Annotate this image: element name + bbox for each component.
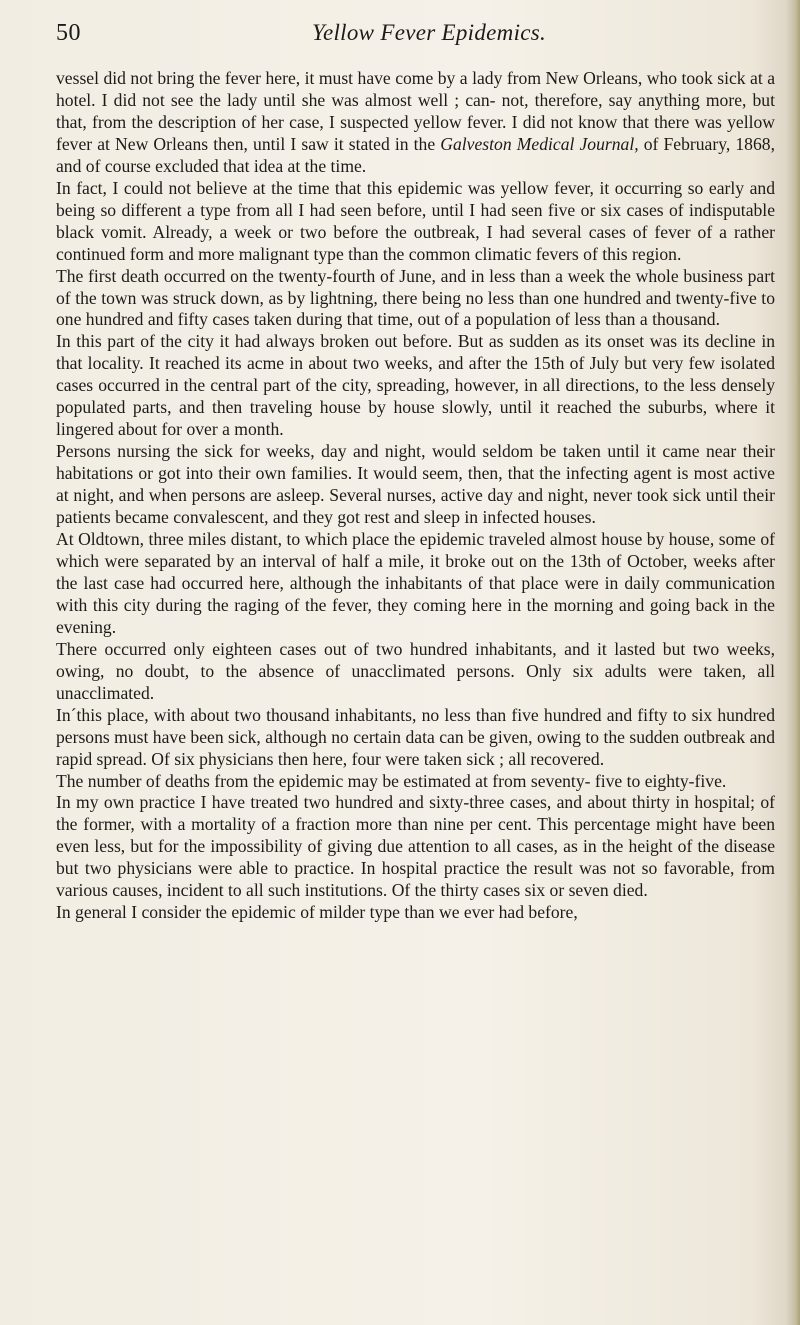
running-head bbox=[56, 20, 772, 50]
paragraph-5: Persons nursing the sick for weeks, day and night, would seldom be taken until it came near their habitations or got into their own families. It would seem, then, that the infecting agent is most active at night, and when persons are asleep. Several nurses, active day and night, never took sick until their patients became convalescent, and they got rest and sleep in infected houses. bbox=[56, 441, 775, 528]
paragraph-8: In´this place, with about two thousand inhabitants, no less than five hundred and fifty to six hundred persons must have been sick, although no certain data can be given, owing to the sudden outbreak and rapid spread. Of six physicians then here, four were taken sick ; all recovered. bbox=[56, 704, 775, 769]
journal-title: Galveston Medical Journal, bbox=[440, 133, 639, 154]
page-edge-shadow bbox=[786, 0, 800, 1325]
page-number: 50 bbox=[56, 20, 81, 46]
paragraph-1-text-b: of February, 1868, and of course excluded that idea at the time. bbox=[56, 133, 775, 176]
paragraph-2: In fact, I could not believe at the time that this epidemic was yellow fever, it occurring so early and being so different a type from all I had seen before, until I had seen five or six cases of indisputable black vomit. Already, a week or two before the outbreak, I had several cases of fever of a rather continued form and more malignant type than the common climatic fevers of this region. bbox=[56, 177, 775, 264]
paragraph-1-text-a: vessel did not bring the fever here, it must have come by a lady from New Orleans, who took sick at a hotel. I did not see the lady until she was almost well ; can- not, therefore, say anything more, but that, from the description of her case, I suspected yellow fever. I did not know that there was yellow fever at New Orleans then, until I saw it stated in the bbox=[56, 68, 775, 154]
paragraph-6: At Oldtown, three miles distant, to which place the epidemic traveled almost house by house, some of which were separated by an interval of half a mile, it broke out on the 13th of October, weeks after the last case had occurred here, although the inhabitants of that place were in daily communication with this city during the raging of the fever, they coming here in the morning and going back in the evening. bbox=[56, 529, 775, 637]
paragraph-3: The first death occurred on the twenty-fourth of June, and in less than a week the whole business part of the town was struck down, as by lightning, there being no less than one hundred and twenty-five to one hundred and fifty cases taken during that time, out of a population of less than a thousand. bbox=[56, 265, 775, 330]
running-title: Yellow Fever Epidemics. bbox=[312, 20, 547, 45]
paragraph-7: There occurred only eighteen cases out of two hundred inhabitants, and it lasted but two weeks, owing, no doubt, to the absence of unacclimated persons. Only six adults were taken, all unacclimated. bbox=[56, 638, 775, 703]
body-text bbox=[56, 68, 775, 924]
paragraph-1 bbox=[56, 68, 775, 178]
paragraph-4: In this part of the city it had always broken out before. But as sudden as its onset was its decline in that locality. It reached its acme in about two weeks, and after the 15th of July but very few isolated cases occurred in the central part of the city, spreading, however, in all directions, to the less densely populated parts, and then traveling house by house slowly, until it reached the suburbs, where it lingered about for over a month. bbox=[56, 331, 775, 440]
paragraph-11: In general I consider the epidemic of milder type than we ever had before, bbox=[56, 902, 578, 923]
paragraph-10: In my own practice I have treated two hundred and sixty-three cases, and about thirty in hospital; of the former, with a mortality of a fraction more than nine per cent. This percentage might have been even less, but for the impossibility of giving due attention to all cases, as in the height of the disease but two physicians were able to practice. In hospital practice the result was not so favorable, from various causes, incident to all such institutions. Of the thirty cases six or seven died. bbox=[56, 792, 775, 901]
paragraph-9: The number of deaths from the epidemic may be estimated at from seventy- five to eighty-five. bbox=[56, 770, 727, 791]
